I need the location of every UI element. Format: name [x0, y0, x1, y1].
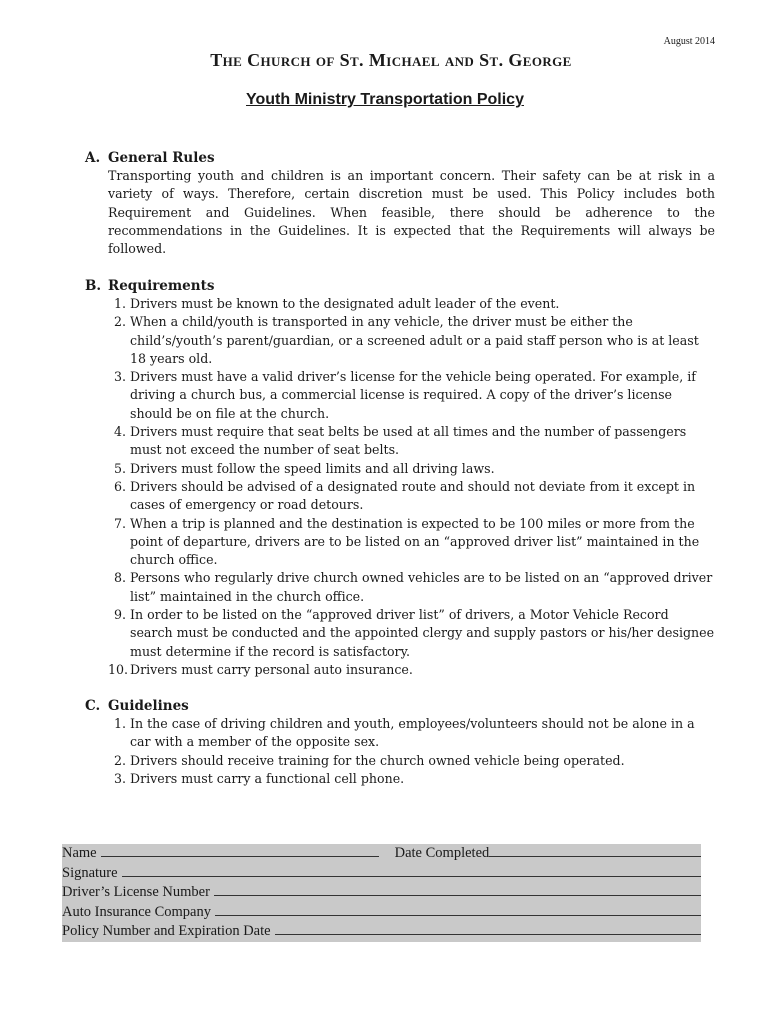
list-item — [108, 478, 715, 515]
list-item — [108, 569, 715, 606]
form-row-name-date — [62, 844, 701, 864]
section-heading — [85, 697, 715, 715]
item-number: 9. — [113, 607, 126, 623]
list-item — [108, 661, 715, 679]
item-number: 4. — [113, 424, 126, 440]
item-text: When a child/youth is transported in any vehicle, the driver must be either the child’s/youth’s parent/guardian, or a screened adult or a paid staff person who is at least 18 years old. — [130, 314, 699, 366]
item-text: Drivers must have a valid driver’s license for the vehicle being operated. For example, if driving a church bus, a commercial license is required. A copy of the driver’s license should be on file at the church. — [130, 369, 696, 421]
section-title: Guidelines — [108, 698, 189, 714]
section-letter: B. — [85, 278, 102, 294]
form-row-insurance — [62, 903, 701, 923]
name-field[interactable] — [101, 844, 379, 857]
guidelines-list — [85, 715, 715, 788]
list-item — [108, 313, 715, 368]
list-item — [108, 423, 715, 460]
item-text: In the case of driving children and youth, employees/volunteers should not be alone in a car with a member of the opposite sex. — [130, 716, 695, 750]
form-row-signature — [62, 864, 701, 884]
license-label: Driver’s License Number — [62, 884, 210, 900]
item-text: Drivers must be known to the designated adult leader of the event. — [130, 296, 560, 311]
section-heading — [85, 149, 715, 167]
section-heading — [85, 277, 715, 295]
section-guidelines — [85, 697, 715, 788]
item-text: Drivers must require that seat belts be used at all times and the number of passengers must not exceed the number of seat belts. — [130, 424, 687, 458]
signature-field[interactable] — [122, 864, 701, 877]
section-general-rules — [85, 149, 715, 258]
license-field[interactable] — [214, 883, 701, 896]
item-number: 3. — [113, 770, 126, 786]
form-row-license — [62, 883, 701, 903]
driver-info-form — [62, 844, 701, 942]
section-letter: A. — [85, 150, 101, 166]
item-text: Drivers must follow the speed limits and all driving laws. — [130, 460, 495, 476]
policy-subtitle: Youth Ministry Transportation Policy — [246, 91, 524, 108]
item-number: 1. — [113, 296, 126, 311]
item-number: 10. — [108, 661, 129, 677]
policy-field[interactable] — [275, 922, 701, 935]
item-number: 1. — [113, 716, 126, 731]
section-title: Requirements — [108, 278, 215, 294]
list-item — [108, 752, 715, 770]
signature-label: Signature — [62, 864, 118, 881]
list-item — [108, 770, 715, 788]
date-completed-field[interactable] — [489, 844, 701, 857]
list-item — [108, 460, 715, 478]
item-text: Drivers must carry a functional cell phone. — [130, 770, 405, 786]
date-completed-label: Date Completed — [394, 845, 490, 861]
item-text: In order to be listed on the “approved driver list” of drivers, a Motor Vehicle Record search must be conducted and the appointed clergy and supply pastors or his/her designee must determine if the record is satisfactory. — [130, 607, 715, 659]
list-item — [108, 368, 715, 423]
item-number: 2. — [113, 314, 126, 330]
list-item — [108, 715, 715, 752]
section-title: General Rules — [108, 150, 215, 166]
form-row-policy — [62, 922, 701, 942]
document-date: August 2014 — [663, 36, 715, 47]
general-rules-text: Transporting youth and children is an important concern. Their safety can be at risk in a variety of ways. Therefore, certain discretion must be used. This Policy includes both Requirement and Guidelines. When feasible, there should be adherence to the recommendations in the Guidelines. It is expected that the Requirements will always be followed. — [108, 168, 715, 257]
item-text: Drivers should be advised of a designated route and should not deviate from it except in cases of emergency or road detours. — [130, 478, 696, 513]
item-number: 8. — [113, 570, 126, 586]
item-text: Drivers should receive training for the church owned vehicle being operated. — [130, 752, 625, 768]
item-number: 6. — [113, 478, 126, 494]
item-number: 2. — [113, 752, 126, 768]
item-text: When a trip is planned and the destination is expected to be 100 miles or more from the point of departure, drivers are to be listed on an “approved driver list” maintained in the church office. — [130, 515, 700, 568]
list-item — [108, 515, 715, 570]
item-number: 3. — [113, 369, 126, 385]
item-text: Persons who regularly drive church owned vehicles are to be listed on an “approved driver list” maintained in the church office. — [130, 570, 713, 604]
policy-label: Policy Number and Expiration Date — [62, 923, 271, 939]
section-letter: C. — [85, 698, 101, 714]
name-label: Name — [62, 845, 97, 861]
church-title: The Church of St. Michael and St. George — [210, 50, 572, 70]
list-item — [108, 295, 715, 313]
requirements-list — [85, 295, 715, 679]
insurance-field[interactable] — [215, 903, 701, 916]
item-text: Drivers must carry personal auto insurance. — [130, 661, 413, 677]
item-number: 5. — [113, 460, 126, 476]
insurance-label: Auto Insurance Company — [62, 903, 211, 920]
section-requirements — [85, 277, 715, 679]
item-number: 7. — [113, 515, 126, 531]
list-item — [108, 606, 715, 661]
